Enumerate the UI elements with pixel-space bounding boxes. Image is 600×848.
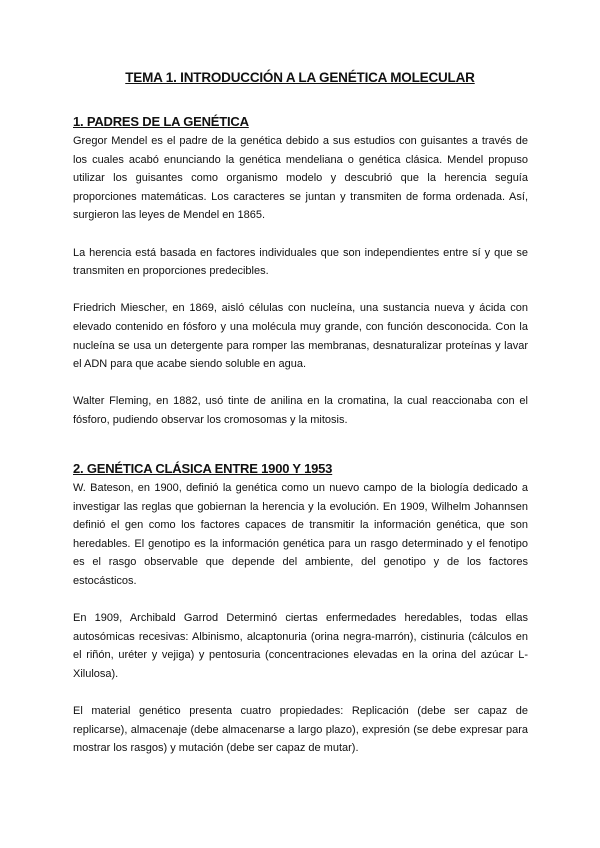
section-genetica-clasica	[73, 461, 528, 758]
paragraph: La herencia está basada en factores individuales que son independientes entre sí y que se transmiten en proporciones predecibles.	[73, 246, 528, 278]
paragraph: Friedrich Miescher, en 1869, aisló células con nucleína, una sustancia nueva y ácida con elevado contenido en fósforo y una molécula muy grande, con función desconocida. Con la nucleína se usa un detergente para romper las membranas, desnaturalizar proteínas y lavar el ADN para que acabe siendo soluble en agua.	[73, 302, 528, 371]
paragraph: Walter Fleming, en 1882, usó tinte de anilina en la cromatina, la cual reaccionaba con el fósforo, pudiendo observar los cromosomas y la mitosis.	[73, 395, 528, 426]
paragraph: W. Bateson, en 1900, definió la genética como un nuevo campo de la biología dedicado a investigar las reglas que gobiernan la herencia y la evolución. En 1909, Wilhelm Johannsen definió el gen como los factores capaces de transmitir la información genética, que son heredables. El genotipo es la información genética para un rasgo determinado y el fenotipo es el rasgo observable que depende del ambiente, del genotipo y de los factores estocásticos.	[73, 482, 528, 587]
section-heading: 2. GENÉTICA CLÁSICA ENTRE 1900 Y 1953	[73, 461, 333, 476]
paragraph: Gregor Mendel es el padre de la genética debido a sus estudios con guisantes a través de los cuales acabó enunciando la genética mendeliana o genética clásica. Mendel propuso utilizar los guisantes como organismo modelo y descubrió que la herencia seguía proporciones matemáticas. Los caracteres se juntan y transmiten de forma ordenada. Así, surgieron las leyes de Mendel en 1865.	[73, 135, 528, 222]
paragraph: En 1909, Archibald Garrod Determinó ciertas enfermedades heredables, todas ellas autosómicas recesivas: Albinismo, alcaptonuria (orina negra-marrón), cistinuria (cálculos en el riñón, uréter y vejiga) y pentosuria (concentraciones elevadas en la orina del azúcar L-Xilulosa).	[73, 612, 528, 680]
document-title: TEMA 1. INTRODUCCIÓN A LA GENÉTICA MOLECULAR	[125, 70, 475, 85]
section-heading: 1. PADRES DE LA GENÉTICA	[73, 114, 249, 129]
paragraph: El material genético presenta cuatro propiedades: Replicación (debe ser capaz de replicarse), almacenaje (debe almacenarse a largo plazo), expresión (se debe expresar para mostrar los rasgos) y mutación (debe ser capaz de mutar).	[73, 705, 528, 755]
section-padres-de-la-genetica	[73, 114, 528, 430]
